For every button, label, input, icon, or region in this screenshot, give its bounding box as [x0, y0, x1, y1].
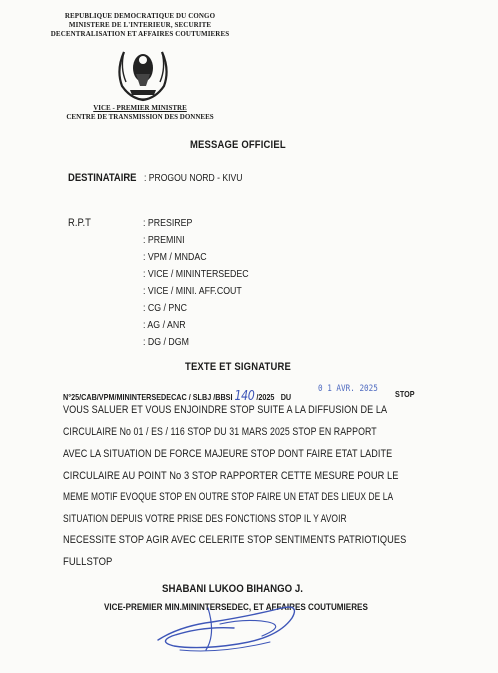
rpt-item: : VICE / MININTERSEDEC	[143, 269, 249, 280]
vice-premier-label: VICE - PREMIER MINISTRE	[93, 104, 187, 112]
body-line: CIRCULAIRE No 01 / ES / 116 STOP DU 31 MARS 2025 STOP EN RAPPORT	[63, 426, 377, 438]
centre-transmission-label: CENTRE DE TRANSMISSION DES DONNEES	[66, 113, 214, 121]
rpt-item: : AG / ANR	[143, 320, 186, 331]
vice-premier-block	[40, 104, 240, 122]
destinataire-value: : PROGOU NORD - KIVU	[144, 173, 243, 184]
handwritten-signature	[150, 578, 310, 658]
rpt-item: : PREMINI	[143, 235, 185, 246]
body-line: MEME MOTIF EVOQUE STOP EN OUTRE STOP FAIRE UN ETAT DES LIEUX DE LA	[63, 491, 394, 503]
body-line: CIRCULAIRE AU POINT No 3 STOP RAPPORTER CETTE MESURE POUR LE	[63, 470, 399, 482]
signer-title: VICE-PREMIER MIN.MININTERSEDEC, ET AFFAIRES COUTUMIERES	[104, 602, 368, 612]
rpt-item: : VICE / MINI. AFF.COUT	[143, 286, 242, 297]
reference-line	[63, 389, 291, 404]
rpt-item: : CG / PNC	[143, 303, 188, 314]
rpt-item: : DG / DGM	[143, 337, 189, 348]
reference-prefix: N°25/CAB/VPM/MININTERSEDECAC / SLBJ /BBSI	[63, 392, 233, 402]
reference-du: DU	[280, 392, 292, 402]
body-line: NECESSITE STOP AGIR AVEC CELERITE STOP SENTIMENTS PATRIOTIQUES	[63, 534, 407, 546]
rpt-item: : VPM / MNDAC	[143, 252, 207, 263]
reference-year: /2025	[256, 392, 275, 402]
header-republic: REPUBLIQUE DEMOCRATIQUE DU CONGO	[64, 12, 216, 20]
date-stamp: 0 1 AVR. 2025	[318, 384, 378, 394]
signer-name: SHABANI LUKOO BIHANGO J.	[162, 583, 303, 595]
header-ministry: MINISTERE DE L'INTERIEUR, SECURITE	[68, 21, 212, 29]
header-decentralisation: DECENTRALISATION ET AFFAIRES COUTUMIERES	[50, 30, 230, 38]
body-line: AVEC LA SITUATION DE FORCE MAJEURE STOP DONT FAIRE ETAT LADITE	[63, 448, 393, 460]
handwritten-number: 140	[234, 389, 255, 404]
body-line: SITUATION DEPUIS VOTRE PRISE DES FONCTIONS STOP IL Y AVOIR	[63, 513, 347, 525]
rpt-item: : PRESIREP	[143, 218, 193, 229]
coat-of-arms-emblem	[112, 44, 174, 104]
destinataire-label: DESTINATAIRE	[68, 172, 137, 184]
rpt-label: R.P.T	[68, 217, 91, 229]
body-line: VOUS SALUER ET VOUS ENJOINDRE STOP SUITE A LA DIFFUSION DE LA	[63, 404, 388, 416]
document-title: MESSAGE OFFICIEL	[190, 139, 286, 151]
body-line: FULLSTOP	[63, 556, 113, 568]
reference-stop: STOP	[395, 389, 415, 399]
section-title: TEXTE ET SIGNATURE	[185, 361, 291, 373]
